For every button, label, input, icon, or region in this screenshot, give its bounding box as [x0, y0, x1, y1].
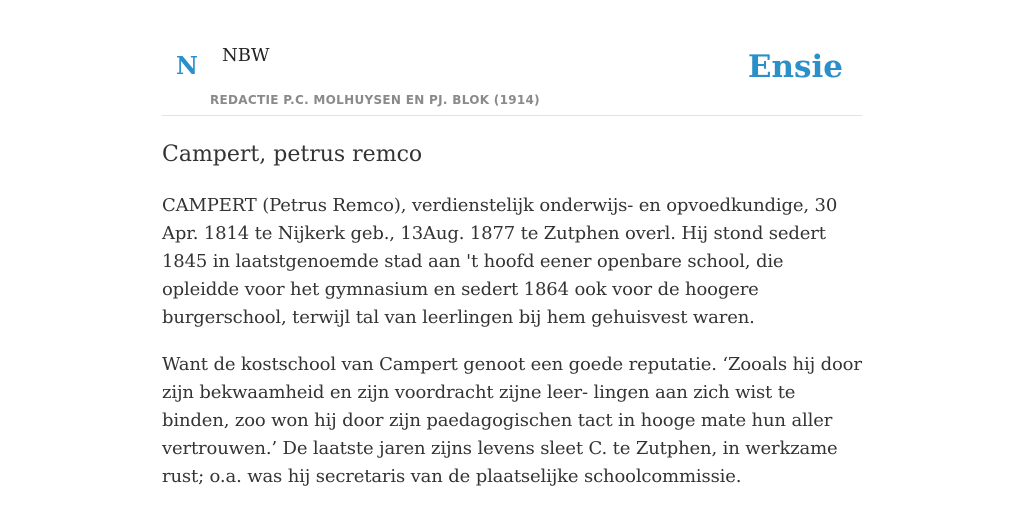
entry-title: Campert, petrus remco [162, 142, 423, 167]
entry-body [162, 192, 862, 510]
entry-paragraph: Want de kostschool van Campert genoot een goede reputatie. ‘Zooals hij door zijn bekwaamheid en zijn voordracht zijne leer- lingen aan zich wist te binden, zoo won hij door zijn paedagogischen tact in hooge mate hun aller vertrouwen.’ De laatste jaren zijns levens sleet C. te Zutphen, in werkzame rust; o.a. was hij secretaris van de plaatselijke schoolcommissie. [162, 354, 862, 487]
source-header [162, 0, 862, 116]
source-logo[interactable]: N [176, 51, 198, 80]
source-title[interactable]: NBW [222, 45, 270, 66]
source-subtitle: REDACTIE P.C. MOLHUYSEN EN PJ. BLOK (1914) [210, 93, 540, 107]
entry-paragraph: CAMPERT (Petrus Remco), verdienstelijk onderwijs- en opvoedkundige, 30 Apr. 1814 te Nijkerk geb., 13Aug. 1877 te Zutphen overl. Hij stond sedert 1845 in laatstgenoemde stad aan 't hoofd eener openbare school, die opleidde voor het gymnasium en sedert 1864 ook voor de hoogere burgerschool, terwijl tal van leerlingen bij hem gehuisvest waren. [162, 195, 838, 328]
ensie-logo[interactable]: Ensie [747, 49, 843, 85]
